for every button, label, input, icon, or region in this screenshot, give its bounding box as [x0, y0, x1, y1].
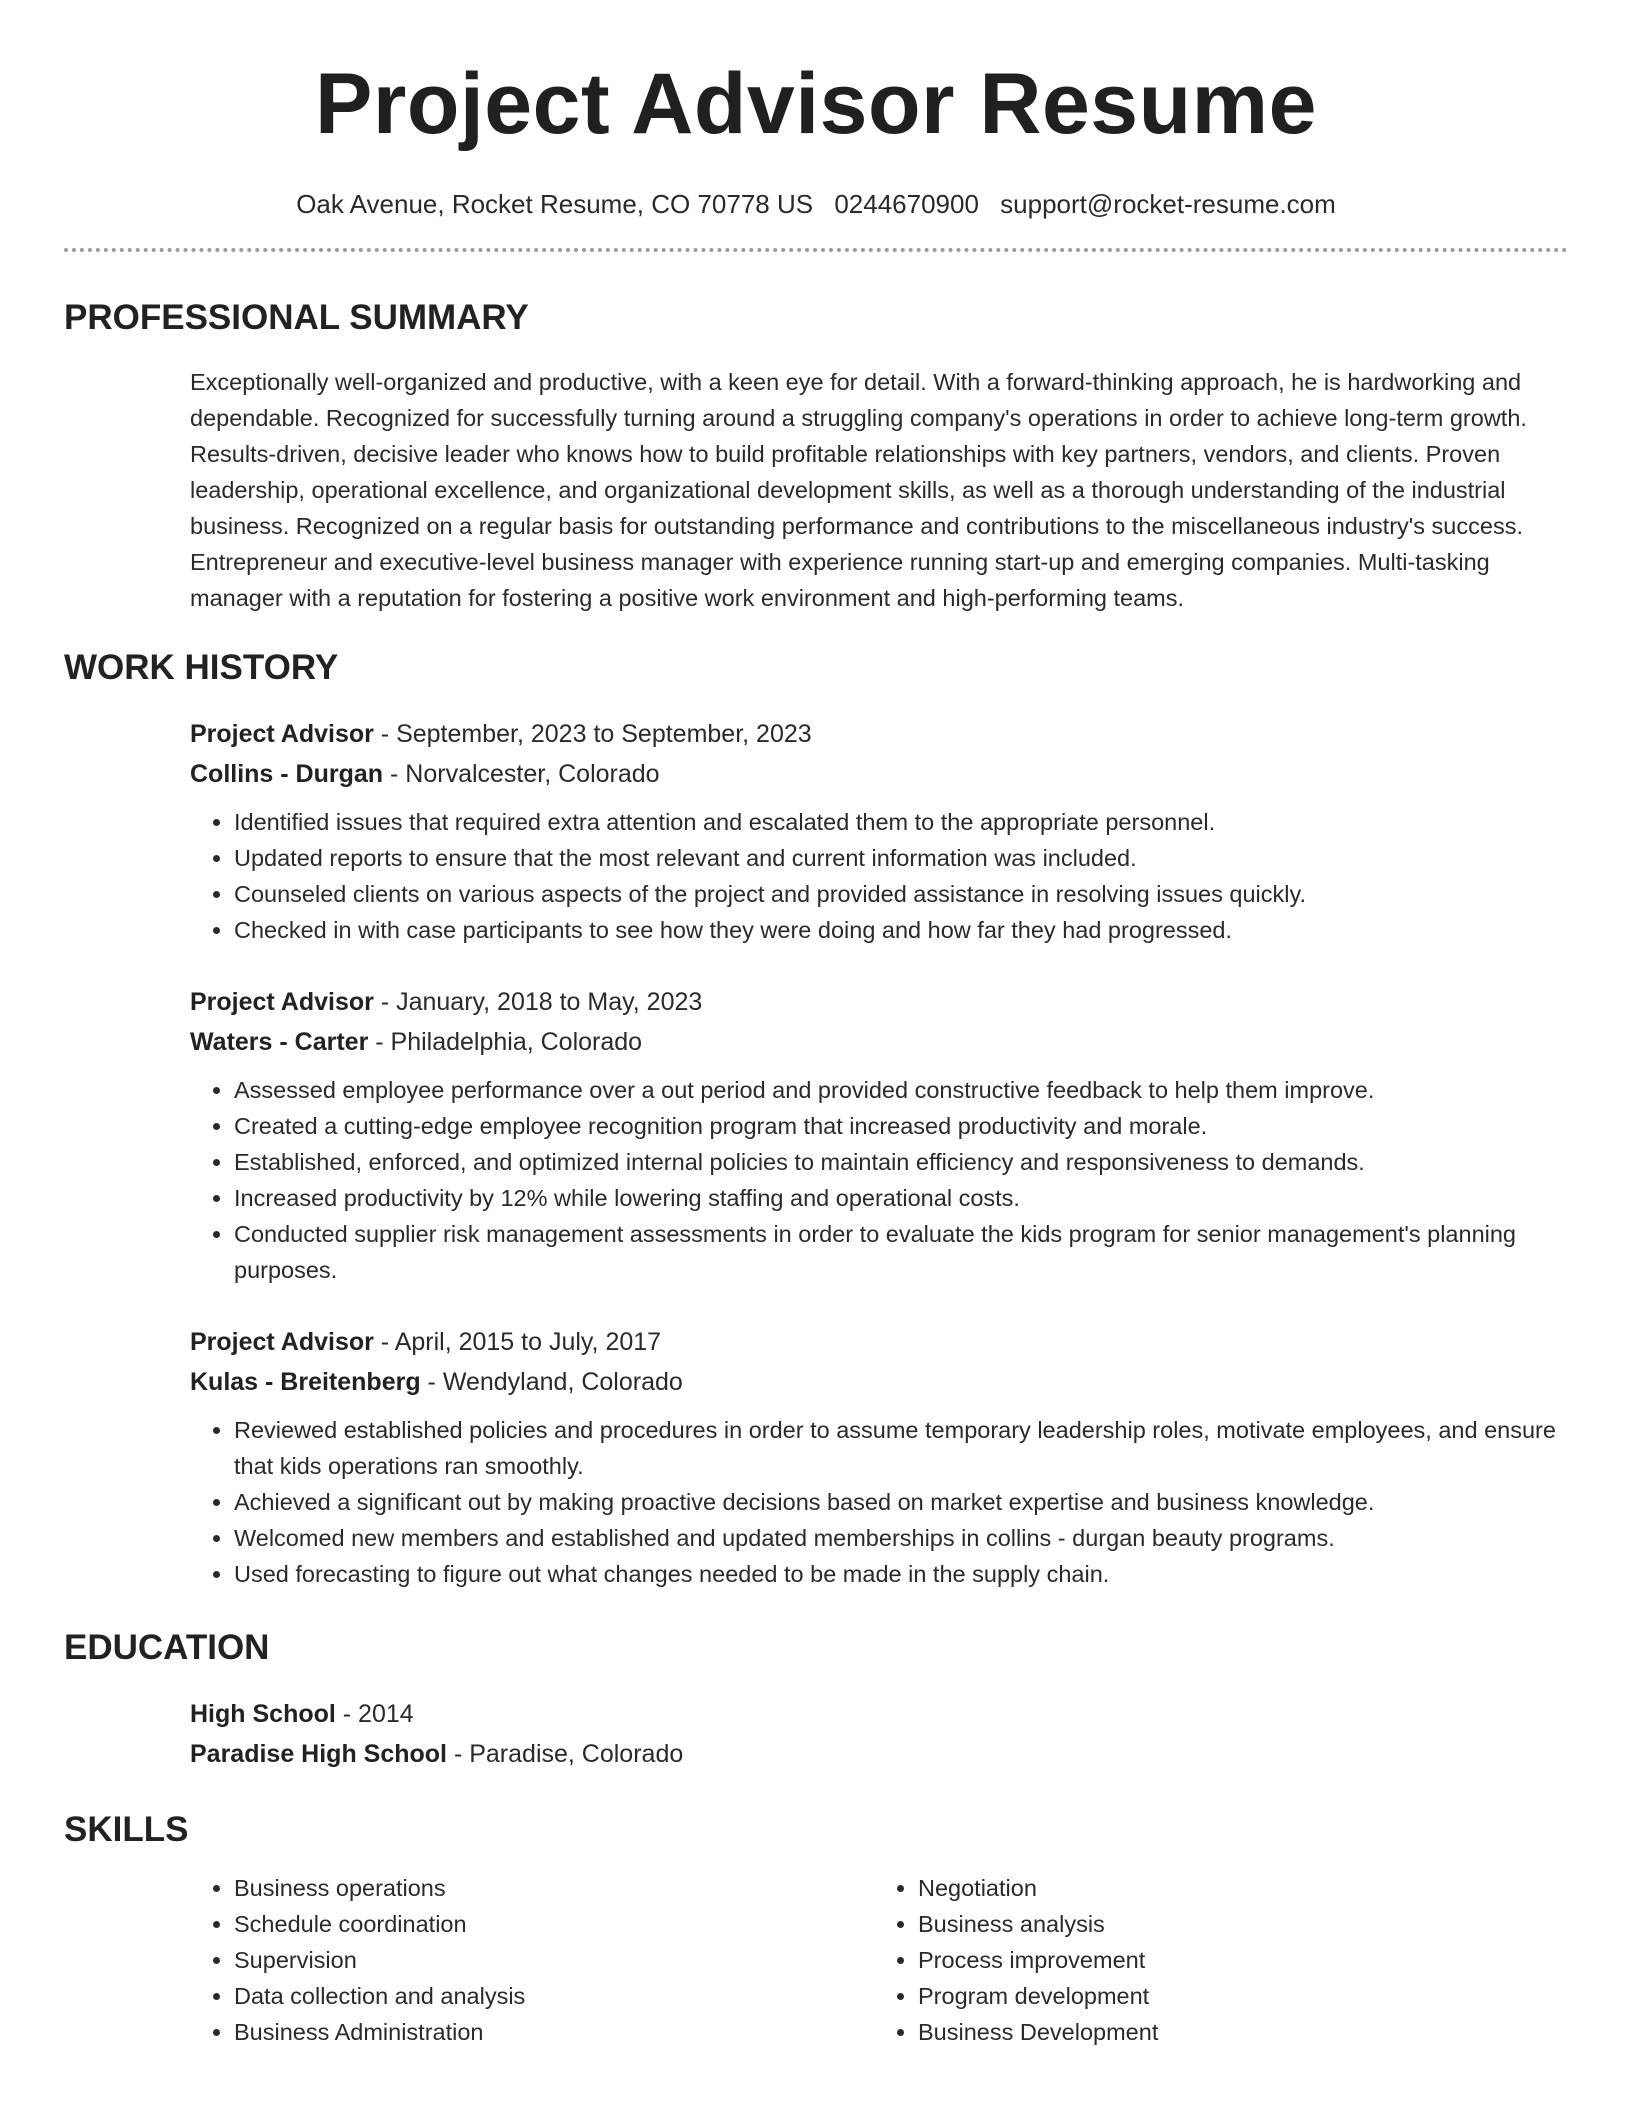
contact-line [64, 188, 1568, 220]
job-bullet: • Checked in with case participants to see how they were doing and how far they had progressed. [234, 912, 1568, 948]
job-bullets [190, 1072, 1568, 1288]
education-year: - 2014 [335, 1700, 414, 1728]
job-bullet: • Used forecasting to figure out what changes needed to be made in the supply chain. [234, 1556, 1568, 1592]
job-bullets [190, 1412, 1568, 1592]
skill-item: • Data collection and analysis [234, 1978, 874, 2014]
skill-item: • Business operations [234, 1870, 874, 1906]
job-dates: - April, 2015 to July, 2017 [373, 1328, 662, 1356]
job-title-line [190, 982, 1568, 1022]
resume-title: Project Advisor Resume [315, 56, 1317, 152]
job-bullet: • Updated reports to ensure that the most relevant and current information was included. [234, 840, 1568, 876]
job-dates: - January, 2018 to May, 2023 [373, 988, 703, 1016]
education-school: Paradise High School [190, 1740, 448, 1768]
contact-address: Oak Avenue, Rocket Resume, CO 70778 US [296, 189, 814, 219]
job-company-line [190, 754, 1568, 794]
job-bullets [190, 804, 1568, 948]
job-entry [190, 982, 1568, 1288]
job-location: - Norvalcester, Colorado [383, 760, 660, 788]
skill-item: • Program development [918, 1978, 1558, 2014]
job-title-line [190, 1322, 1568, 1362]
skills-column-left [190, 1870, 874, 2050]
summary-text: Exceptionally well-organized and productive, with a keen eye for detail. With a forward-thinking approach, he is hardworking and dependable. Recognized for successfully turning around a struggling company's operations in order to achieve long-term growth. Results-driven, decisive leader who knows how to build profitable relationships with key partners, vendors, and clients. Proven leadership, operational excellence, and organizational development skills, as well as a thorough understanding of the industrial business. Recognized on a regular basis for outstanding performance and contributions to the miscellaneous industry's success. Entrepreneur and executive-level business manager with experience running start-up and emerging companies. Multi-tasking manager with a reputation for fostering a positive work environment and high-performing teams. [190, 369, 1527, 611]
education-degree-line [190, 1694, 1568, 1734]
contact-phone: 0244670900 [834, 189, 979, 219]
job-location: - Wendyland, Colorado [420, 1368, 683, 1396]
job-title: Project Advisor [190, 1328, 374, 1356]
skill-item: • Supervision [234, 1942, 874, 1978]
skills-list [190, 1870, 1568, 2050]
education-degree: High School [190, 1700, 336, 1728]
job-bullet: • Assessed employee performance over a out period and provided constructive feedback to help them improve. [234, 1072, 1568, 1108]
skills-column-right [874, 1870, 1558, 2050]
education-entry [190, 1694, 1568, 1774]
job-dates: - September, 2023 to September, 2023 [373, 720, 812, 748]
skill-item: • Business analysis [918, 1906, 1558, 1942]
job-bullet: • Increased productivity by 12% while lowering staffing and operational costs. [234, 1180, 1568, 1216]
contact-email: support@rocket-resume.com [1000, 189, 1336, 219]
job-company: Waters - Carter [190, 1028, 369, 1056]
section-title-education: EDUCATION [64, 1628, 270, 1667]
job-bullet: • Created a cutting-edge employee recognition program that increased productivity and morale. [234, 1108, 1568, 1144]
job-bullet: • Identified issues that required extra attention and escalated them to the appropriate personnel. [234, 804, 1568, 840]
job-company: Collins - Durgan [190, 760, 384, 788]
skill-item: • Negotiation [918, 1870, 1558, 1906]
job-entry [190, 714, 1568, 948]
section-title-summary: PROFESSIONAL SUMMARY [64, 298, 529, 337]
job-bullet: • Counseled clients on various aspects of the project and provided assistance in resolving issues quickly. [234, 876, 1568, 912]
job-title: Project Advisor [190, 988, 374, 1016]
education-location: - Paradise, Colorado [447, 1740, 684, 1768]
job-bullet: • Welcomed new members and established and updated memberships in collins - durgan beauty programs. [234, 1520, 1568, 1556]
job-bullet: • Achieved a significant out by making proactive decisions based on market expertise and business knowledge. [234, 1484, 1568, 1520]
skill-item: • Process improvement [918, 1942, 1558, 1978]
job-bullet: • Established, enforced, and optimized internal policies to maintain efficiency and responsiveness to demands. [234, 1144, 1568, 1180]
education-school-line [190, 1734, 1568, 1774]
skill-item: • Business Administration [234, 2014, 874, 2050]
job-company-line [190, 1022, 1568, 1062]
job-company-line [190, 1362, 1568, 1402]
job-location: - Philadelphia, Colorado [368, 1028, 643, 1056]
section-title-skills: SKILLS [64, 1810, 189, 1849]
job-bullet: • Conducted supplier risk management assessments in order to evaluate the kids program for senior management's planning purposes. [234, 1216, 1568, 1288]
skill-item: • Business Development [918, 2014, 1558, 2050]
job-entry [190, 1322, 1568, 1592]
job-title-line [190, 714, 1568, 754]
section-title-work-history: WORK HISTORY [64, 648, 339, 687]
job-title: Project Advisor [190, 720, 374, 748]
header-divider [64, 248, 1568, 252]
job-bullet: • Reviewed established policies and procedures in order to assume temporary leadership roles, motivate employees, and ensure that kids operations ran smoothly. [234, 1412, 1568, 1484]
skill-item: • Schedule coordination [234, 1906, 874, 1942]
job-company: Kulas - Breitenberg [190, 1368, 421, 1396]
